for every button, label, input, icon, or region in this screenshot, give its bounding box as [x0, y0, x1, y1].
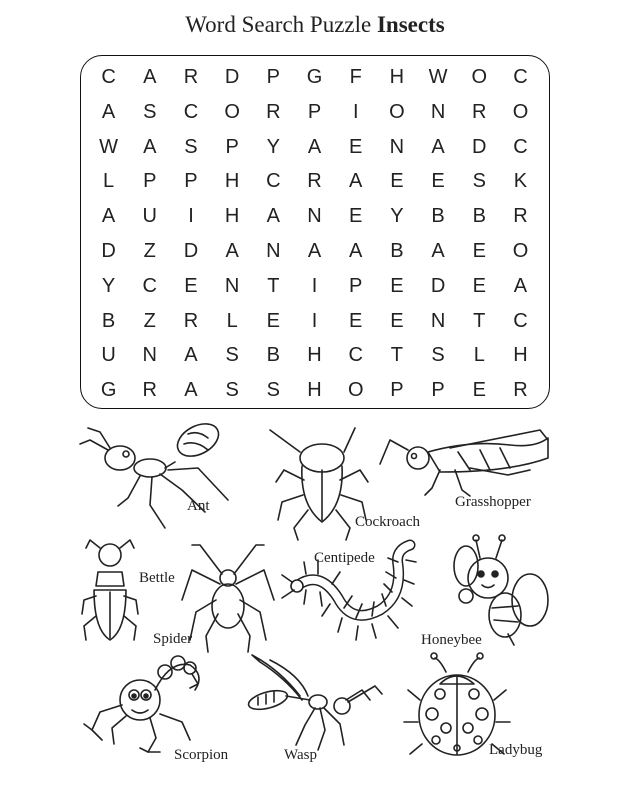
grid-letter: S — [184, 135, 198, 158]
grid-letter: N — [430, 309, 446, 332]
label-cockroach: Cockroach — [355, 514, 420, 530]
grid-letter: R — [183, 309, 199, 332]
grid-letter: C — [513, 309, 528, 332]
grid-letter: E — [349, 205, 363, 228]
grid-letter: S — [225, 379, 239, 402]
grid-letter: P — [349, 274, 363, 297]
grid-letter: I — [352, 100, 359, 123]
grid-letter: E — [472, 379, 486, 402]
grid-letter: P — [143, 170, 157, 193]
grid-letter: S — [143, 100, 157, 123]
label-scorpion: Scorpion — [174, 747, 229, 763]
ladybug-illustration — [404, 653, 510, 755]
grid-letter: E — [390, 309, 404, 332]
label-grasshopper: Grasshopper — [455, 494, 531, 510]
grid-letter: H — [224, 170, 240, 193]
grid-letter: R — [513, 379, 528, 402]
label-spider: Spider — [153, 631, 193, 647]
grid-letter: N — [266, 239, 281, 262]
grid-letter: C — [266, 170, 281, 193]
grid-letter: Y — [266, 135, 281, 158]
grid-letter: E — [349, 135, 363, 158]
grid-letter: E — [266, 309, 281, 332]
grid-letter: R — [513, 205, 528, 228]
grid-letter: R — [266, 100, 281, 123]
grid-letter: G — [100, 379, 117, 402]
grid-letter: O — [389, 100, 405, 123]
grid-letter: P — [390, 379, 404, 402]
grid-letter: N — [389, 135, 405, 158]
grid-letter: G — [306, 66, 323, 88]
grid-letter: E — [431, 170, 445, 193]
grid-letter: T — [473, 309, 486, 332]
grid-letter: B — [431, 205, 445, 228]
honeybee-illustration — [454, 535, 548, 645]
grid-letter: I — [188, 205, 194, 228]
grid-letter: R — [307, 170, 322, 193]
grid-letter: A — [184, 379, 198, 402]
grid-letter: Z — [143, 239, 156, 262]
grid-letter: L — [226, 309, 238, 332]
title-bold: Insects — [376, 12, 445, 37]
bettle-illustration — [82, 540, 138, 640]
grid-letter: N — [307, 205, 322, 228]
grid-letter: D — [472, 135, 487, 158]
cockroach-illustration — [270, 428, 368, 540]
grid-letter: B — [266, 344, 281, 367]
grid-letter: O — [512, 100, 529, 123]
grid-letter: C — [101, 66, 116, 88]
grid-letter: R — [142, 379, 157, 402]
grid-letter: P — [266, 66, 281, 88]
grid-letter: B — [390, 239, 404, 262]
grid-letter: A — [266, 205, 281, 228]
grid-letter: R — [472, 100, 487, 123]
grid-letter: A — [307, 239, 322, 262]
grasshopper-illustration — [380, 430, 548, 496]
grid-letter: P — [225, 135, 239, 158]
grid-letter: S — [472, 170, 486, 193]
grid-letter: A — [225, 239, 239, 262]
grid-letter: E — [349, 309, 363, 332]
grid-letter: Y — [390, 205, 404, 228]
grid-letter: B — [472, 205, 486, 228]
grid-letter: I — [311, 309, 318, 332]
grid-letter: A — [184, 344, 198, 367]
grid-letter: D — [101, 239, 116, 262]
grid-letter: C — [513, 135, 528, 158]
grid-letter: A — [349, 239, 363, 262]
label-centipede: Centipede — [314, 550, 375, 566]
grid-letter: A — [307, 135, 322, 158]
grid-letter: T — [390, 344, 404, 367]
label-bettle: Bettle — [139, 570, 175, 586]
grid-letter: D — [430, 274, 446, 297]
grid-letter: A — [431, 239, 445, 262]
grid-letter: S — [225, 344, 239, 367]
grid-letter: H — [307, 344, 322, 367]
label-ant: Ant — [187, 498, 210, 514]
grid-letter: L — [473, 344, 485, 367]
grid-letter: U — [101, 344, 116, 367]
grid-letter: E — [184, 274, 198, 297]
grid-letter: F — [349, 66, 362, 88]
grid-letter: C — [183, 100, 199, 123]
grid-letter: A — [101, 100, 116, 123]
grid-letter: T — [267, 274, 280, 297]
scorpion-illustration — [84, 656, 199, 752]
grid-letter: R — [183, 66, 199, 88]
grid-letter: P — [307, 100, 322, 123]
grid-letter: E — [472, 239, 486, 262]
grid-letter: H — [513, 344, 528, 367]
grid-letter: Y — [101, 274, 116, 297]
grid-letter: E — [390, 274, 404, 297]
grid-letter: E — [472, 274, 486, 297]
grid-letter: A — [101, 205, 116, 228]
grid-letter: K — [513, 170, 528, 193]
grid-letter: W — [99, 135, 119, 158]
grid-letter: O — [347, 379, 364, 402]
wasp-illustration — [247, 655, 382, 750]
grid-letter: C — [142, 274, 157, 297]
grid-letter: S — [431, 344, 445, 367]
spider-illustration — [182, 545, 274, 652]
grid-letter: N — [224, 274, 240, 297]
grid-letter: S — [266, 379, 281, 402]
grid-letter: O — [471, 66, 488, 88]
grid-letter: H — [389, 66, 405, 88]
grid-letter: N — [430, 100, 446, 123]
grid-letter: U — [142, 205, 157, 228]
label-honeybee: Honeybee — [421, 632, 482, 648]
grid-letter: A — [431, 135, 445, 158]
title-prefix: Word Search Puzzle — [185, 12, 372, 37]
grid-letter: H — [307, 379, 322, 402]
grid-letter: A — [143, 135, 157, 158]
label-wasp: Wasp — [284, 747, 317, 763]
grid-letter: A — [513, 274, 528, 297]
grid-letter: B — [101, 309, 116, 332]
grid-letter: C — [513, 66, 528, 88]
grid-letter: D — [224, 66, 240, 88]
grid-letter: H — [224, 205, 240, 228]
grid-letter: L — [103, 170, 115, 193]
grid-letter: P — [184, 170, 198, 193]
grid-letter: A — [143, 66, 157, 88]
grid-letter: I — [311, 274, 318, 297]
grid-letter: C — [348, 344, 363, 367]
grid-letter: N — [142, 344, 157, 367]
grid-letter: W — [428, 66, 448, 88]
grid-letter: E — [390, 170, 404, 193]
grid-letter: A — [349, 170, 363, 193]
label-ladybug: Ladybug — [489, 742, 543, 758]
grid-letter: P — [431, 379, 445, 402]
grid-letter: Z — [143, 309, 156, 332]
grid-letter: O — [512, 239, 529, 262]
grid-letter: O — [224, 100, 240, 123]
grid-letter: D — [183, 239, 199, 262]
